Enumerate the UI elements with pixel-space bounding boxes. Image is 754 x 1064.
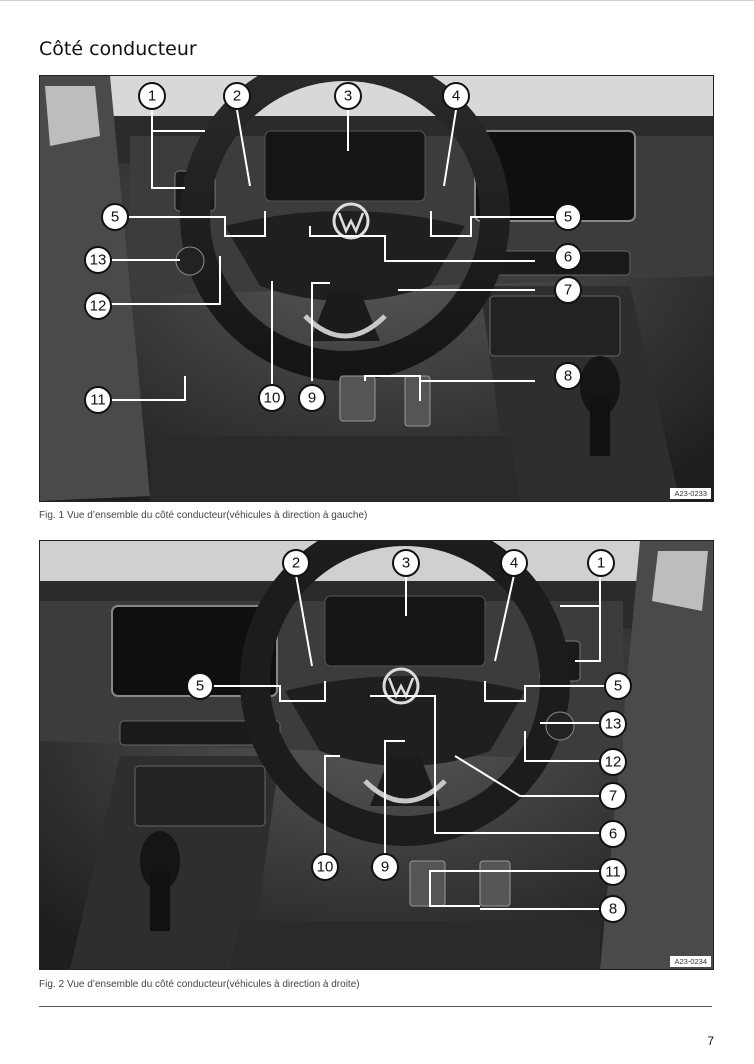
svg-text:6: 6	[608, 825, 618, 843]
caption-text: Vue d’ensemble du côté conducteur(véhicules à direction à gauche)	[67, 510, 368, 521]
callout-6	[555, 244, 581, 270]
svg-text:12: 12	[89, 297, 107, 315]
svg-text:1: 1	[147, 87, 157, 105]
callout-7	[600, 783, 626, 809]
callout-11	[85, 387, 111, 413]
figure-rhd-cockpit	[39, 540, 714, 970]
callout-1	[139, 83, 165, 109]
callout-13	[85, 247, 111, 273]
section-title: Côté conducteur	[39, 38, 197, 60]
figure-caption	[39, 510, 367, 521]
svg-text:2: 2	[291, 554, 301, 572]
svg-text:11: 11	[605, 863, 621, 881]
svg-text:8: 8	[608, 900, 618, 918]
callout-10	[259, 385, 285, 411]
top-border	[0, 0, 754, 1]
svg-text:9: 9	[380, 858, 390, 876]
callout-4	[501, 550, 527, 576]
svg-text:8: 8	[563, 367, 573, 385]
svg-text:10: 10	[316, 858, 334, 876]
svg-text:9: 9	[307, 389, 317, 407]
figure-caption	[39, 979, 360, 990]
svg-text:2: 2	[232, 87, 242, 105]
svg-text:5: 5	[110, 208, 120, 226]
svg-text:5: 5	[613, 677, 623, 695]
caption-label: Fig. 1	[39, 510, 65, 521]
svg-text:3: 3	[343, 87, 353, 105]
svg-text:7: 7	[563, 281, 573, 299]
callout-2	[283, 550, 309, 576]
page-number: 7	[707, 1034, 714, 1048]
svg-text:11: 11	[90, 391, 106, 409]
callout-2	[224, 83, 250, 109]
callout-12	[85, 293, 111, 319]
callout-7	[555, 277, 581, 303]
figure-lhd-cockpit	[39, 75, 714, 502]
svg-text:5: 5	[563, 208, 573, 226]
callout-3	[335, 83, 361, 109]
callout-3	[393, 550, 419, 576]
svg-text:10: 10	[263, 389, 281, 407]
callout-12	[600, 749, 626, 775]
footer-rule	[39, 1006, 712, 1007]
cockpit-illustration	[40, 76, 713, 501]
svg-text:5: 5	[195, 677, 205, 695]
callout-9	[372, 854, 398, 880]
callout-1	[588, 550, 614, 576]
callout-5-left	[102, 204, 128, 230]
callout-13	[600, 711, 626, 737]
svg-text:3: 3	[401, 554, 411, 572]
svg-text:1: 1	[596, 554, 606, 572]
callout-5-right	[555, 204, 581, 230]
callout-10	[312, 854, 338, 880]
svg-text:4: 4	[451, 87, 461, 105]
svg-text:13: 13	[604, 715, 622, 733]
callout-4	[443, 83, 469, 109]
callout-6	[600, 821, 626, 847]
caption-text: Vue d’ensemble du côté conducteur(véhicules à direction à droite)	[67, 979, 360, 990]
svg-text:12: 12	[604, 753, 622, 771]
callout-5-right	[605, 673, 631, 699]
caption-label: Fig. 2	[39, 979, 65, 990]
callout-8	[600, 896, 626, 922]
svg-text:7: 7	[608, 787, 618, 805]
svg-text:4: 4	[509, 554, 519, 572]
figure-code: A23-0233	[670, 488, 711, 499]
cockpit-illustration	[40, 541, 713, 969]
svg-text:13: 13	[89, 251, 107, 269]
callout-9	[299, 385, 325, 411]
figure-code: A23-0234	[670, 956, 711, 967]
callout-11	[600, 859, 626, 885]
callout-8	[555, 363, 581, 389]
svg-text:6: 6	[563, 248, 573, 266]
callout-5-left	[187, 673, 213, 699]
